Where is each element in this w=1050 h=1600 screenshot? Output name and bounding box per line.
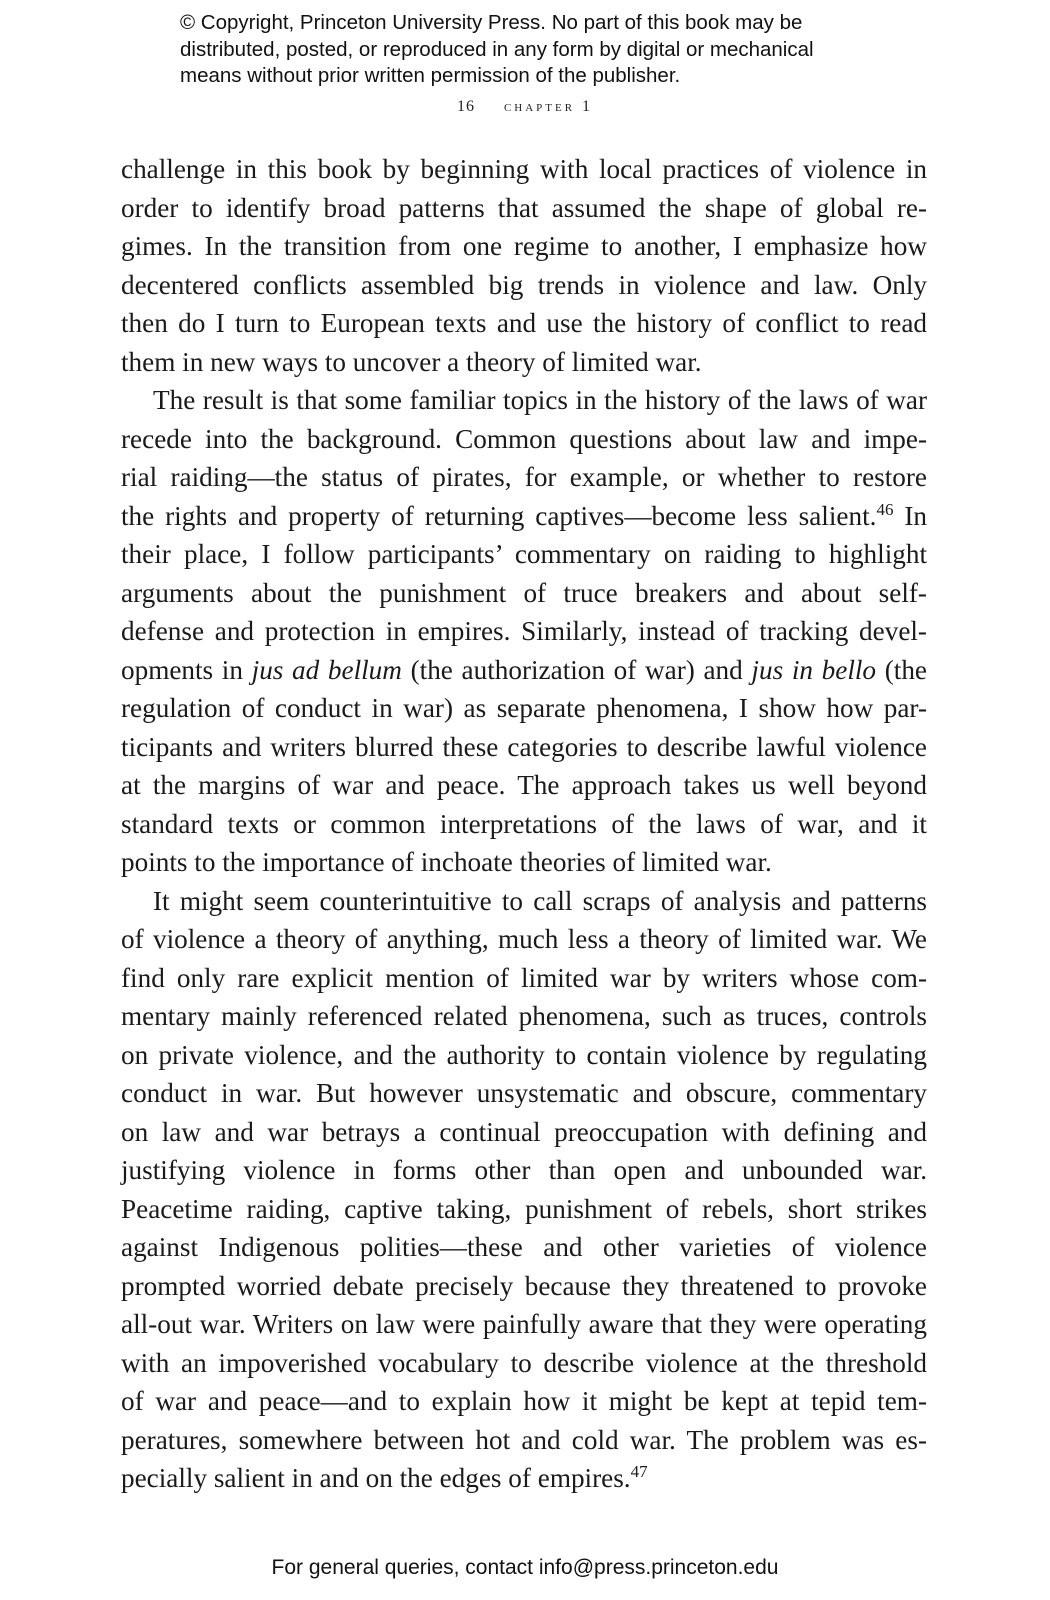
text-line: The result is that some familiar topics in the history of the laws of war (153, 385, 927, 415)
text-line: on law and war betrays a continual preoccupation with defining and (121, 1116, 927, 1147)
text-line: of war and peace—and to explain how it might be kept at tepid tem- (121, 1386, 927, 1416)
text-line: regulation of conduct in war) as separate phenomena, I show how par- (121, 693, 927, 723)
text-line: then do I turn to European texts and use the history of conflict to read (121, 308, 927, 338)
italic-term: jus ad bellum (251, 654, 402, 685)
text-line: peratures, somewhere between hot and cold war. The problem was es- (121, 1424, 927, 1455)
italic-term: jus in bello (751, 654, 877, 685)
footnote-ref-46[interactable]: 46 (876, 499, 894, 519)
main-text (121, 150, 927, 1498)
text-line: their place, I follow participants’ commentary on raiding to highlight (121, 539, 927, 569)
text-line: recede into the background. Common questions about law and impe- (121, 423, 927, 454)
text-line: decentered conflicts assembled big trends in violence and law. Only (121, 269, 927, 300)
running-head (0, 98, 1050, 116)
text-line: Peacetime raiding, captive taking, punishment of rebels, short strikes (121, 1193, 927, 1224)
text-line: order to identify broad patterns that assumed the shape of global re- (121, 192, 927, 223)
text-line: challenge in this book by beginning with local practices of violence in (121, 154, 927, 184)
text-line: conduct in war. But however unsystematic and obscure, commentary (121, 1078, 927, 1108)
text-line (121, 651, 927, 690)
copyright-line: distributed, posted, or reproduced in any form by digital or mechanical (180, 37, 814, 61)
text-line: points to the importance of inchoate theories of limited war. (121, 847, 772, 877)
text-run: (the authorization of war) and (401, 654, 752, 685)
text-line: of violence a theory of anything, much less a theory of limited war. We (121, 924, 927, 954)
text-run: opments in (121, 654, 252, 685)
text-run: pecially salient in and on the edges of empires. (121, 1463, 631, 1493)
text-line: prompted worried debate precisely because they threatened to provoke (121, 1270, 927, 1301)
text-line: ticipants and writers blurred these categories to describe lawful violence (121, 731, 927, 762)
footer-contact: For general queries, contact info@press.princeton.edu (271, 1556, 779, 1579)
text-line: them in new ways to uncover a theory of limited war. (121, 346, 702, 377)
text-line (121, 497, 927, 536)
footnote-ref-47[interactable]: 47 (630, 1461, 648, 1481)
chapter-label: chapter 1 (503, 98, 594, 115)
text-line: rial raiding—the status of pirates, for example, or whether to restore (121, 462, 927, 492)
text-line: defense and protection in empires. Similarly, instead of tracking devel- (121, 616, 927, 646)
text-line: arguments about the punishment of truce breakers and about self- (121, 577, 927, 608)
text-line: at the margins of war and peace. The approach takes us well beyond (121, 770, 927, 800)
copyright-notice (180, 10, 900, 90)
text-line: standard texts or common interpretations of the laws of war, and it (121, 808, 927, 839)
copyright-line: means without prior written permission of the publisher. (180, 64, 681, 87)
text-line: gimes. In the transition from one regime to another, I emphasize how (121, 231, 927, 261)
text-line: on private violence, and the authority to contain violence by regulating (121, 1039, 927, 1070)
copyright-line: © Copyright, Princeton University Press. No part of this book may be (180, 11, 803, 34)
text-line: with an impoverished vocabulary to describe violence at the threshold (121, 1347, 927, 1378)
text-line: It might seem counterintuitive to call scraps of analysis and patterns (153, 885, 927, 916)
text-line (121, 1459, 927, 1498)
text-line: all-out war. Writers on law were painfully aware that they were operating (121, 1309, 927, 1339)
page-number: 16 (456, 98, 475, 115)
text-run: (the (876, 654, 927, 685)
text-run: the rights and property of returning captives—become less salient. (121, 500, 877, 531)
text-line: against Indigenous polities—these and other varieties of violence (121, 1232, 927, 1262)
text-line: mentary mainly referenced related phenomena, such as truces, controls (121, 1001, 927, 1031)
text-line: justifying violence in forms other than open and unbounded war. (121, 1155, 927, 1185)
text-line: find only rare explicit mention of limited war by writers whose com- (121, 962, 927, 993)
text-run: In (893, 500, 927, 531)
